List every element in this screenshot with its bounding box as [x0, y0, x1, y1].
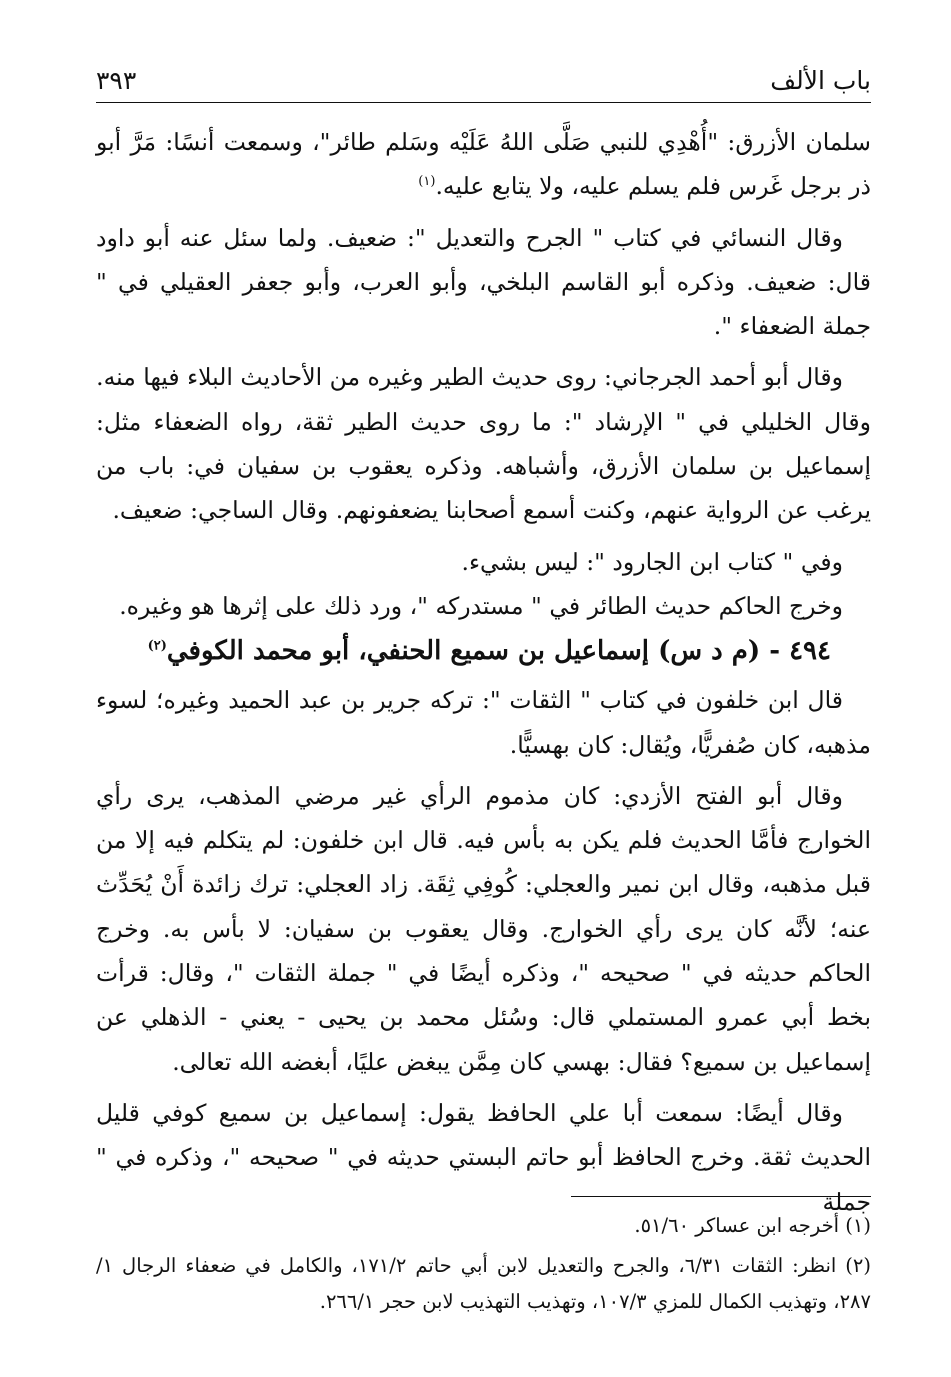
entry-heading-text: ٤٩٤ - (م د س) إسماعيل بن سميع الحنفي، أبو محمد الكوفي: [166, 636, 831, 667]
page-number: ٣٩٣: [96, 66, 137, 95]
paragraph-1: [96, 120, 871, 209]
paragraph-3: وقال أبو أحمد الجرجاني: روى حديث الطير وغيره من الأحاديث البلاء فيها منه.: [96, 363, 843, 392]
footnote-1: (١) أخرجه ابن عساكر ٥١/٦٠.: [634, 1214, 871, 1237]
paragraph-4: وقال الخليلي في " الإرشاد ": ما روى حديث الطير ثقة، رواه الضعفاء مثل: إسماعيل بن سلمان الأزرق، وأشباهه. وذكره يعقوب بن سفيان في: باب من يرغب عن الرواية عنهم، وكنت أسمع أصحابنا يضعفونهم. وقال الساجي: ضعيف.: [96, 407, 871, 525]
paragraph-8: وقال أبو الفتح الأزدي: كان مذموم الرأي غير مرضي المذهب، يرى رأي الخوارج فأمَّا الحديث فلم يكن به بأس فيه. قال ابن خلفون: لم يتكلم فيه إلا من قبل مذهبه، وقال ابن نمير والعجلي: كُوفِي ثِقَة. زاد العجلي: ترك زائدة أَنْ يُحَدِّث عنه؛ لأنَّه كان يرى رأي الخوارج. وقال يعقوب بن سفيان: لا بأس به. وخرج الحاكم حديثه في " صحيحه "، وذكره أيضًا في " جملة الثقات "، وقال: قرأت بخط أبي عمرو المستملي قال: وسُئل محمد بن يحيى - يعني - الذهلي عن إسماعيل بن سميع؟ فقال: بهسي كان مِمَّن يبغض عليًا، أبغضه الله تعالى.: [96, 781, 871, 1076]
footnote-2: (٢) انظر: الثقات ٦/٣١، والجرح والتعديل لابن أبي حاتم ١٧١/٢، والكامل في ضعفاء الرجال ١/ ٢٨٧، وتهذيب الكمال للمزي ١٠٧/٣، وتهذيب التهذيب لابن حجر ٢٦٦/١.: [96, 1254, 871, 1313]
chapter-title: باب الألف: [770, 66, 871, 95]
paragraph-5: وفي " كتاب ابن الجارود ": ليس بشيء.: [461, 547, 843, 576]
paragraph-2: وقال النسائي في كتاب " الجرح والتعديل ": ضعيف. ولما سئل عنه أبو داود قال: ضعيف. وذكره أبو القاسم البلخي، وأبو العرب، وأبو جعفر العقيلي في " جملة الضعفاء ".: [96, 223, 871, 341]
main-text: [96, 120, 871, 1231]
entry-heading: [96, 628, 871, 674]
page-header: [96, 62, 871, 103]
paragraph-1-text: سلمان الأزرق: "أُهْدِي للنبي صَلَّى اللهُ عَلَيْه وسَلم طائر"، وسمعت أنسًا: مَرَّ أبو ذر برجل غَرس فلم يسلم عليه، ولا يتابع عليه.: [96, 128, 871, 201]
footnote-ref-2: (٢): [147, 638, 167, 654]
paragraph-7: قال ابن خلفون في كتاب " الثقات ": تركه جرير بن عبد الحميد وغيره؛ لسوء مذهبه، كان صُفريًّا، ويُقال: كان بهسيًّا.: [96, 686, 871, 759]
paragraph-9: وقال أيضًا: سمعت أبا علي الحافظ يقول: إسماعيل بن سميع كوفي قليل الحديث ثقة. وخرج الحافظ أبو حاتم البستي حديثه في " صحيحه "، وذكره في " جملة: [96, 1098, 871, 1216]
footnote-ref-1: (١): [418, 174, 436, 190]
footnote-divider: [571, 1196, 871, 1197]
footnotes: [96, 1208, 871, 1324]
paragraph-6: وخرج الحاكم حديث الطائر في " مستدركه "، ورد ذلك على إثرها هو وغيره.: [119, 591, 843, 620]
